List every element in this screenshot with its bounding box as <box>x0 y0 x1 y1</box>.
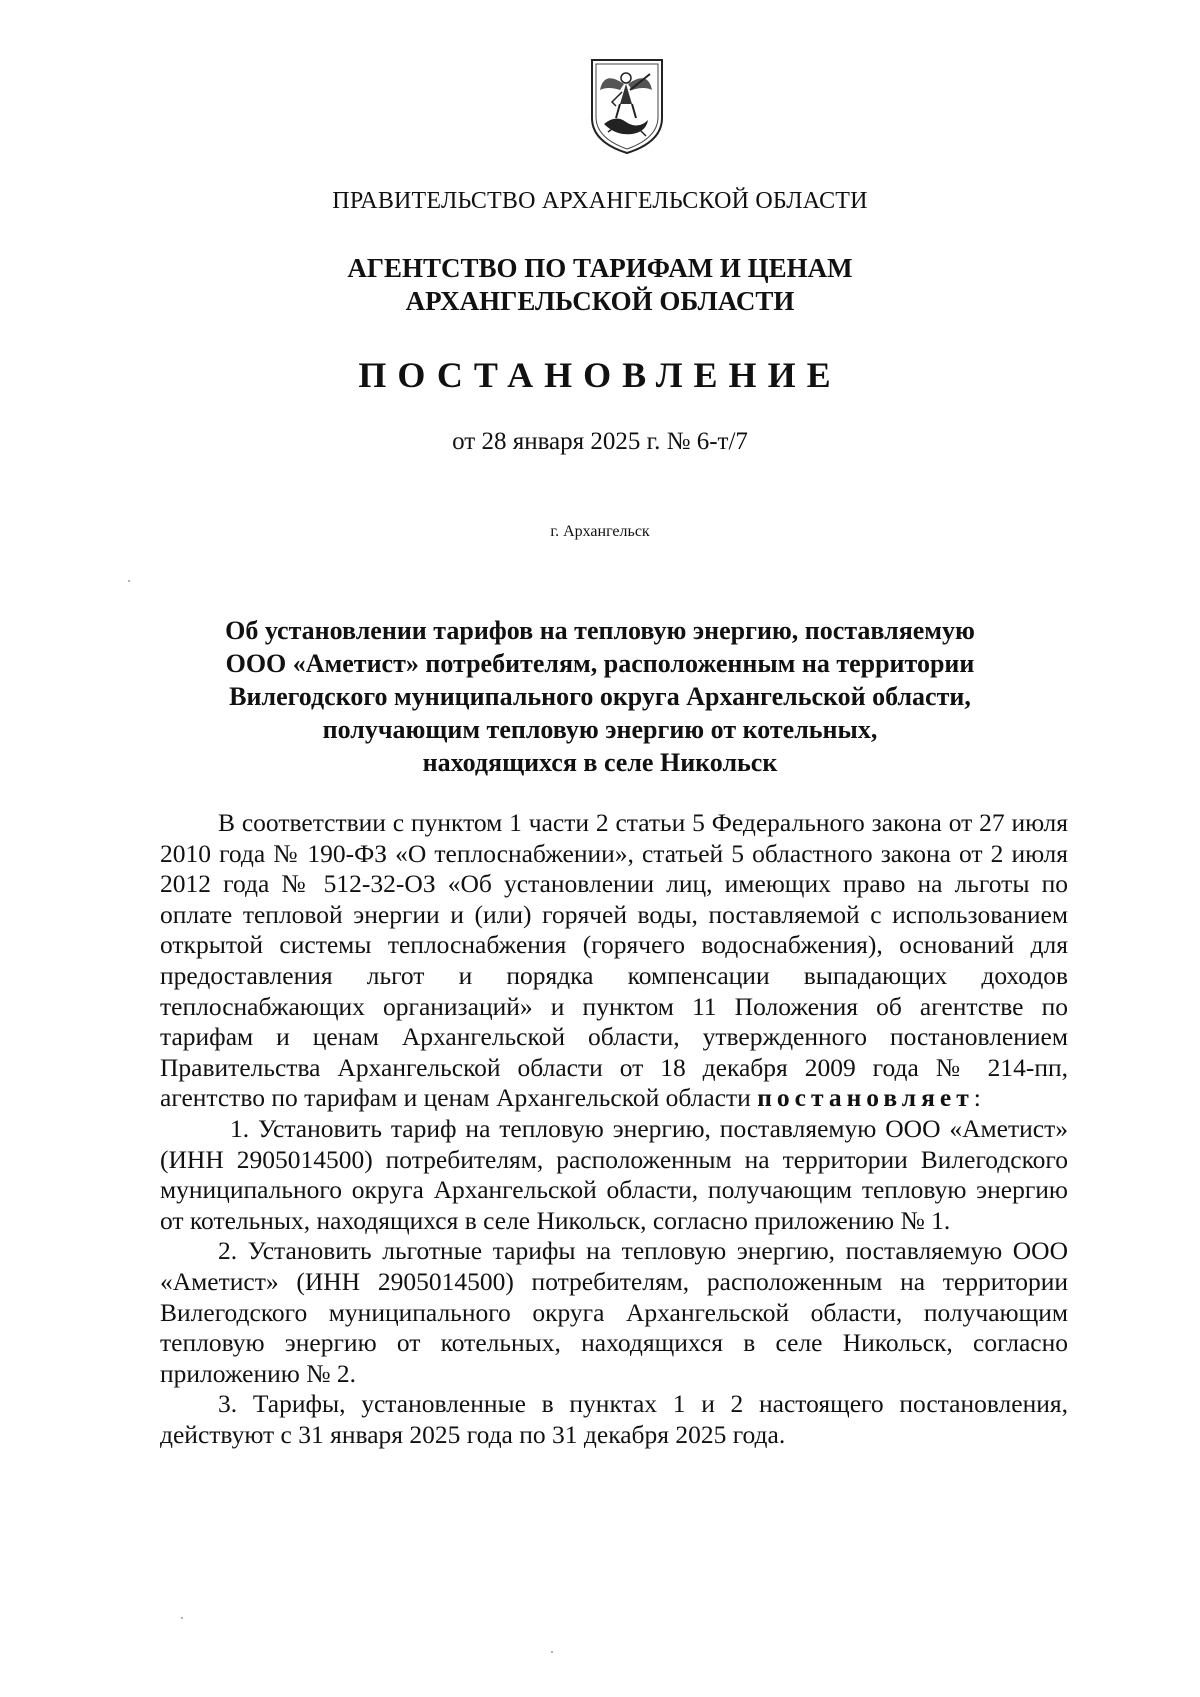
document-date-number: от 28 января 2025 г. № 6-т/7 <box>452 428 748 455</box>
document-subject <box>0 614 1200 779</box>
document-city: г. Архангельск <box>550 523 650 540</box>
document-type-title: ПОСТАНОВЛЕНИЕ <box>358 355 842 395</box>
subject-line-2: ООО «Аметист» потребителям, расположенным на территории <box>225 649 975 678</box>
decree-colon: : <box>973 1083 981 1113</box>
agency-name-line-1: АГЕНТСТВО ПО ТАРИФАМ И ЦЕНАМ <box>347 253 853 283</box>
subject-line-5: находящихся в селе Никольск <box>422 748 778 777</box>
item-2-paragraph: 2. Установить льготные тарифы на тепловую энергию, поставляемую ООО «Аметист» (ИНН 2905014500) потребителям, расположенным на территории Вилегодского муниципального округа Архангельской области, получающим тепловую энергию от котельных, находящихся в селе Никольск, согласно приложению № 2. <box>160 1236 1068 1388</box>
arkhangelsk-coat-of-arms-icon <box>586 56 668 156</box>
agency-name-line-2: АРХАНГЕЛЬСКОЙ ОБЛАСТИ <box>405 286 795 316</box>
item-1-paragraph: 1. Установить тариф на тепловую энергию, поставляемую ООО «Аметист» (ИНН 2905014500) потребителям, расположенным на территории Вилегодского муниципального округа Архангельской области, получающим тепловую энергию от котельных, находящихся в селе Никольск, согласно приложению № 1. <box>160 1113 1068 1235</box>
subject-line-4: получающим тепловую энергию от котельных, <box>322 715 878 744</box>
government-name: ПРАВИТЕЛЬСТВО АРХАНГЕЛЬСКОЙ ОБЛАСТИ <box>332 188 868 214</box>
preamble-paragraph <box>160 808 1068 1114</box>
agency-name <box>0 252 1200 318</box>
item-3-paragraph: 3. Тарифы, установленные в пунктах 1 и 2 настоящего постановления, действуют с 31 января 2025 года по 31 декабря 2025 года. <box>160 1389 1068 1449</box>
scan-speck <box>551 1651 553 1653</box>
subject-line-3: Вилегодского муниципального округа Архангельской области, <box>229 682 971 711</box>
scan-speck <box>181 1617 183 1619</box>
subject-line-1: Об установлении тарифов на тепловую энергию, поставляемую <box>225 616 975 645</box>
preamble-text: В соответствии с пунктом 1 части 2 статьи 5 Федерального закона от 27 июля 2010 года № 190-ФЗ «О теплоснабжении», статьей 5 областного закона от 2 июля 2012 года № 512-32-ОЗ «Об установлении лиц, имеющих право на льготы по оплате тепловой энергии и (или) горячей воды, поставляемой с использованием открытой системы теплоснабжения (горячего водоснабжения), оснований для предоставления льгот и порядка компенсации выпадающих доходов теплоснабжающих организаций» и пунктом 11 Положения об агентстве по тарифам и ценам Архангельской области, утвержденного постановлением Правительства Архангельской области от 18 декабря 2009 года № 214-пп, агентство по тарифам и ценам Архангельской области <box>160 808 1068 1113</box>
document-body <box>160 808 1068 1450</box>
decree-word: постановляет <box>757 1083 974 1113</box>
scan-speck <box>128 580 130 582</box>
